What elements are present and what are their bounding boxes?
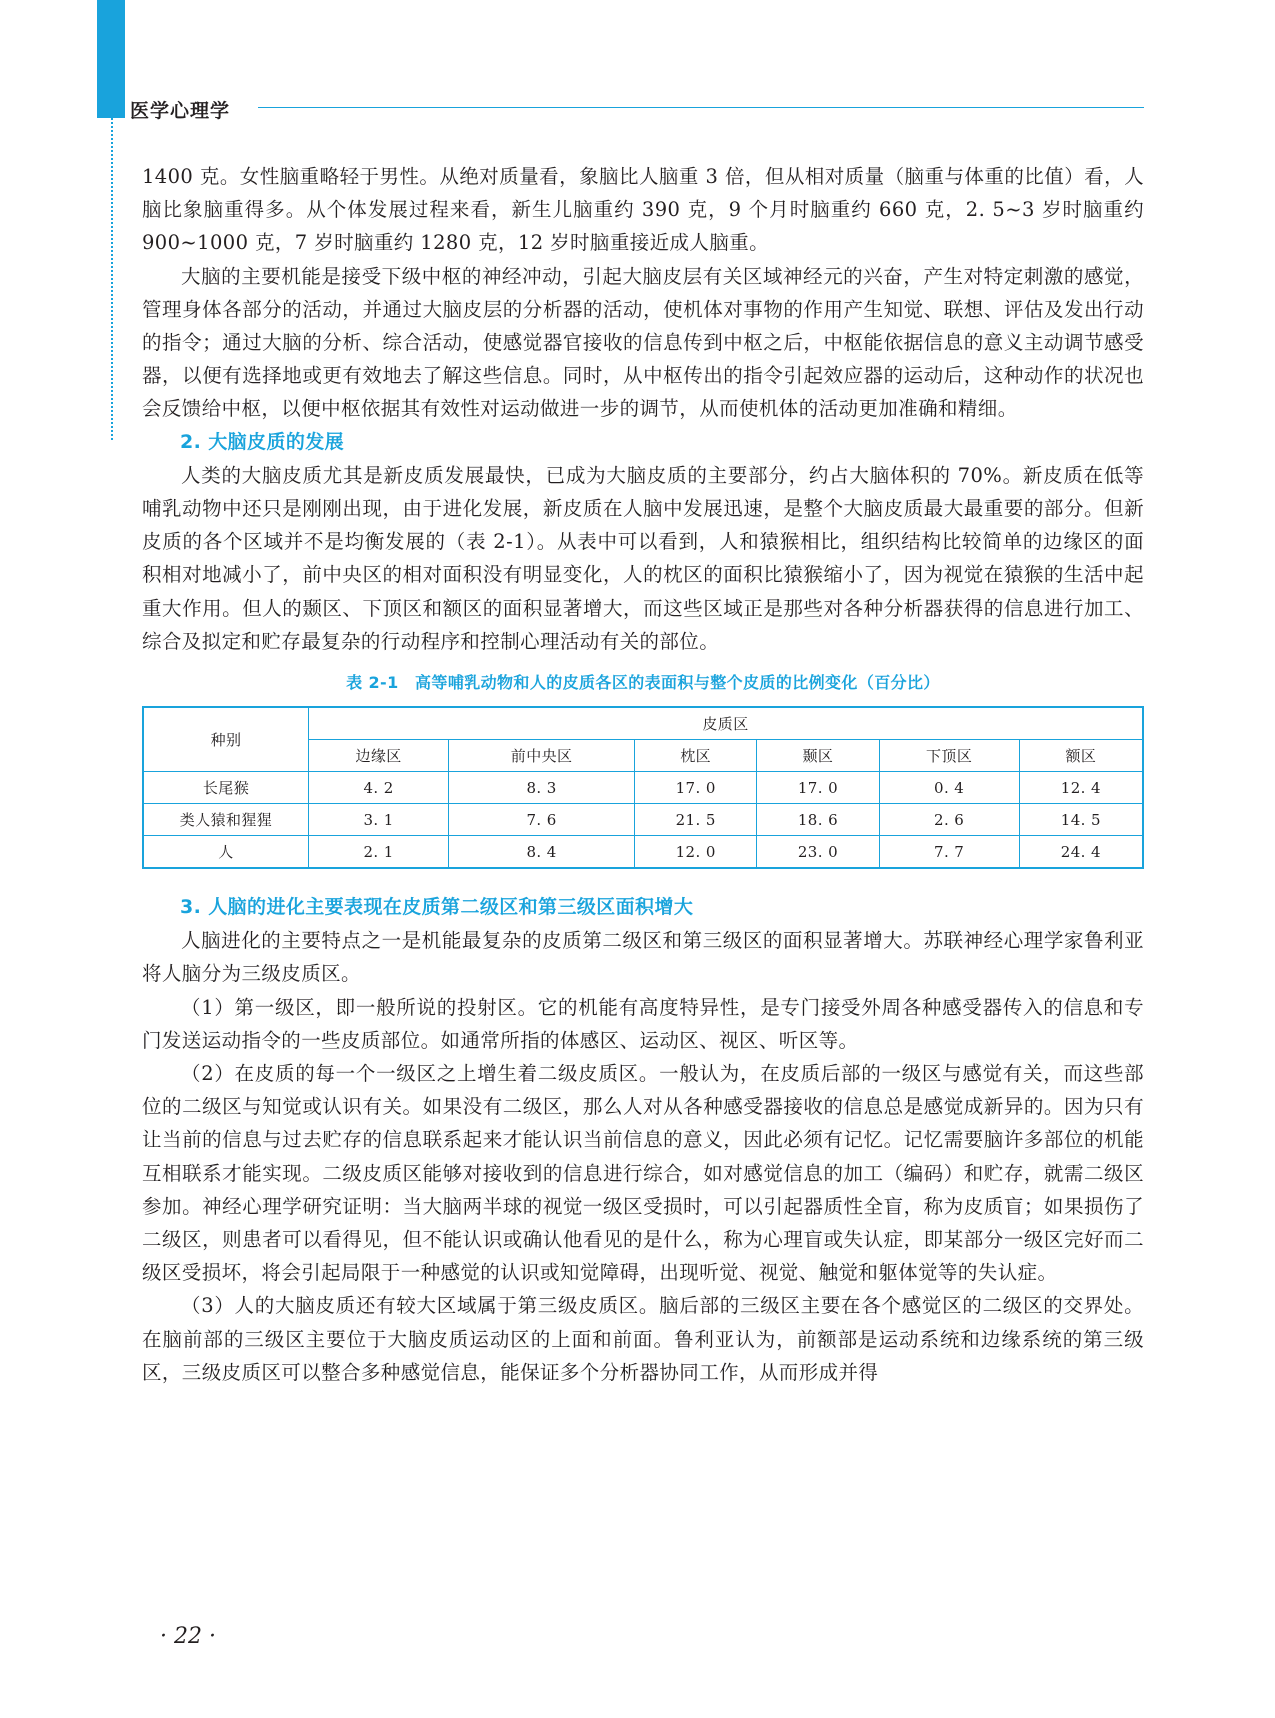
paragraph-cortex-development: 人类的大脑皮质尤其是新皮质发展最快，已成为大脑皮质的主要部分，约占大脑体积的 70%。新皮质在低等哺乳动物中还只是刚刚出现，由于进化发展，新皮质在人脑中发展迅速，是整个大脑皮质最大最重要的部分。但新皮质的各个区域并不是均衡发展的（表 2-1）。从表中可以看到，人和猿猴相比，组织结构比较简单的边缘区的面积相对地减小了，前中央区的相对面积没有明显变化，人的枕区的面积比猿猴缩小了，因为视觉在猿猴的生活中起重大作用。但人的颞区、下顶区和额区的面积显著增大，而这些区域正是那些对各种分析器获得的信息进行加工、综合及拟定和贮存最复杂的行动程序和控制心理活动有关的部位。 [142,463,1145,653]
table-cell: 7. 7 [879,836,1019,869]
table-cell: 4. 2 [309,772,449,804]
table-row [143,772,1143,804]
table-cell: 24. 4 [1019,836,1143,869]
table-cell: 2. 6 [879,804,1019,836]
table-caption: 表 2-1 高等哺乳动物和人的皮质各区的表面积与整个皮质的比例变化（百分比） [346,673,940,693]
paragraph-continued: 1400 克。女性脑重略轻于男性。从绝对质量看，象脑比人脑重 3 倍，但从相对质量（脑重与体重的比值）看，人脑比象脑重得多。从个体发展过程来看，新生儿脑重约 390 克，9 个月时脑重约 660 克，2. 5~3 岁时脑重约 900~1000 克，7 岁时脑重约 1280 克，12 岁时脑重接近成人脑重。 [142,165,1144,255]
column-header: 下顶区 [879,740,1019,772]
page-number: · 22 · [160,1624,216,1649]
table-cell: 0. 4 [879,772,1019,804]
table-cell: 8. 3 [449,772,635,804]
table-cell: 7. 6 [449,804,635,836]
row-label: 类人猿和猩猩 [143,804,309,836]
table-cell: 2. 1 [309,836,449,869]
paragraph-secondary-zone: （2）在皮质的每一个一级区之上增生着二级皮质区。一般认为，在皮质后部的一级区与感觉有关，而这些部位的二级区与知觉或认识有关。如果没有二级区，那么人对从各种感受器接收的信息总是感觉成新异的。因为只有让当前的信息与过去贮存的信息联系起来才能认识当前信息的意义，因此必须有记忆。记忆需要脑许多部位的机能互相联系才能实现。二级皮质区能够对接收到的信息进行综合，如对感觉信息的加工（编码）和贮存，就需二级区参加。神经心理学研究证明：当大脑两半球的视觉一级区受损时，可以引起器质性全盲，称为皮质盲；如果损伤了二级区，则患者可以看得见，但不能认识或确认他看见的是什么，称为心理盲或失认症，即某部分一级区完好而二级区受损坏，将会引起局限于一种感觉的认识或知觉障碍，出现听觉、视觉、触觉和躯体觉等的失认症。 [142,1062,1144,1285]
column-header: 额区 [1019,740,1143,772]
section-heading-2: 2. 大脑皮质的发展 [180,430,345,453]
table-cell: 12. 0 [635,836,757,869]
column-header: 颞区 [757,740,879,772]
page-body [142,160,1144,1389]
paragraph-tertiary-zone: （3）人的大脑皮质还有较大区域属于第三级皮质区。脑后部的三级区主要在各个感觉区的二级区的交界处。在脑前部的三级区主要位于大脑皮质运动区的上面和前面。鲁利亚认为，前额部是运动系统和边缘系统的第三级区，三级皮质区可以整合多种感觉信息，能保证多个分析器协同工作，从而形成并得 [142,1294,1144,1384]
row-label: 长尾猴 [143,772,309,804]
side-color-bar [97,0,125,118]
column-header: 前中央区 [449,740,635,772]
column-header: 枕区 [635,740,757,772]
table-cell: 17. 0 [757,772,879,804]
table-cell: 17. 0 [635,772,757,804]
table-cell: 12. 4 [1019,772,1143,804]
paragraph-luria-intro: 人脑进化的主要特点之一是机能最复杂的皮质第二级区和第三级区的面积显著增大。苏联神经心理学家鲁利亚将人脑分为三级皮质区。 [142,929,1144,986]
table-cell: 18. 6 [757,804,879,836]
column-header: 边缘区 [309,740,449,772]
table-cell: 14. 5 [1019,804,1143,836]
header-rule [258,107,1144,108]
running-head-title: 医学心理学 [130,100,231,122]
paragraph-brain-function: 大脑的主要机能是接受下级中枢的神经冲动，引起大脑皮层有关区域神经元的兴奋，产生对特定刺激的感觉，管理身体各部分的活动，并通过大脑皮层的分析器的活动，使机体对事物的作用产生知觉、联想、评估及发出行动的指令；通过大脑的分析、综合活动，使感觉器官接收的信息传到中枢之后，中枢能依据信息的意义主动调节感受器，以便有选择地或更有效地去了解这些信息。同时，从中枢传出的指令引起效应器的运动后，这种动作的状况也会反馈给中枢，以便中枢依据其有效性对运动做进一步的调节，从而使机体的活动更加准确和精细。 [142,264,1144,421]
table-cell: 8. 4 [449,836,635,869]
row-label: 人 [143,836,309,869]
table-group-label: 皮质区 [309,707,1144,740]
cortex-area-table [142,706,1144,869]
table-row-header-label: 种别 [143,707,309,772]
side-dotted-rule [111,118,113,440]
table-row [143,804,1143,836]
table-row [143,836,1143,869]
section-heading-3: 3. 人脑的进化主要表现在皮质第二级区和第三级区面积增大 [180,896,694,919]
table-cell: 3. 1 [309,804,449,836]
table-cell: 23. 0 [757,836,879,869]
table-cell: 21. 5 [635,804,757,836]
paragraph-primary-zone: （1）第一级区，即一般所说的投射区。它的机能有高度特异性，是专门接受外周各种感受器传入的信息和专门发送运动指令的一些皮质部位。如通常所指的体感区、运动区、视区、听区等。 [142,995,1144,1052]
table-header-row [143,707,1143,740]
